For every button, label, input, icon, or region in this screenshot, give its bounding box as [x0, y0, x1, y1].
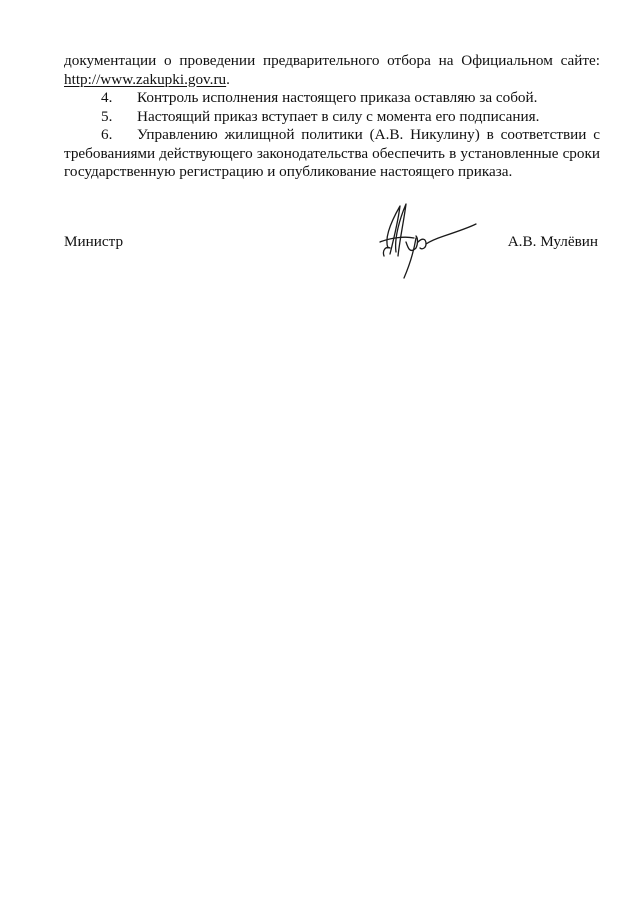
list-item-4 — [64, 89, 600, 108]
list-item-text: Контроль исполнения настоящего приказа оставляю за собой. — [137, 89, 538, 106]
list-item-6 — [64, 126, 600, 182]
list-item-number: 5. — [101, 107, 113, 125]
link-line — [64, 71, 600, 90]
list-item-5 — [64, 108, 600, 127]
signatory-name: А.В. Мулёвин — [507, 233, 598, 250]
list-item-number: 6. — [101, 126, 113, 143]
signatory-title: Министр — [64, 233, 124, 250]
signature-row — [64, 233, 600, 255]
list-item-text: Управлению жилищной политики (А.В. Никулину) в соответствии с требованиями действующего законодательства обеспечить в установленные сроки государственную регистрацию и опубликование настоящего приказа. — [64, 126, 600, 180]
handwritten-signature-icon — [370, 198, 480, 282]
document-body — [64, 52, 600, 182]
list-item-number: 4. — [101, 89, 113, 106]
continuation-text: документации о проведении предварительного отбора на Официальном сайте: — [64, 52, 600, 69]
link-tail: . — [226, 70, 230, 88]
continuation-line — [64, 52, 600, 71]
list-item-text: Настоящий приказ вступает в силу с момента его подписания. — [137, 107, 540, 125]
official-site-link[interactable]: http://www.zakupki.gov.ru — [64, 70, 227, 88]
